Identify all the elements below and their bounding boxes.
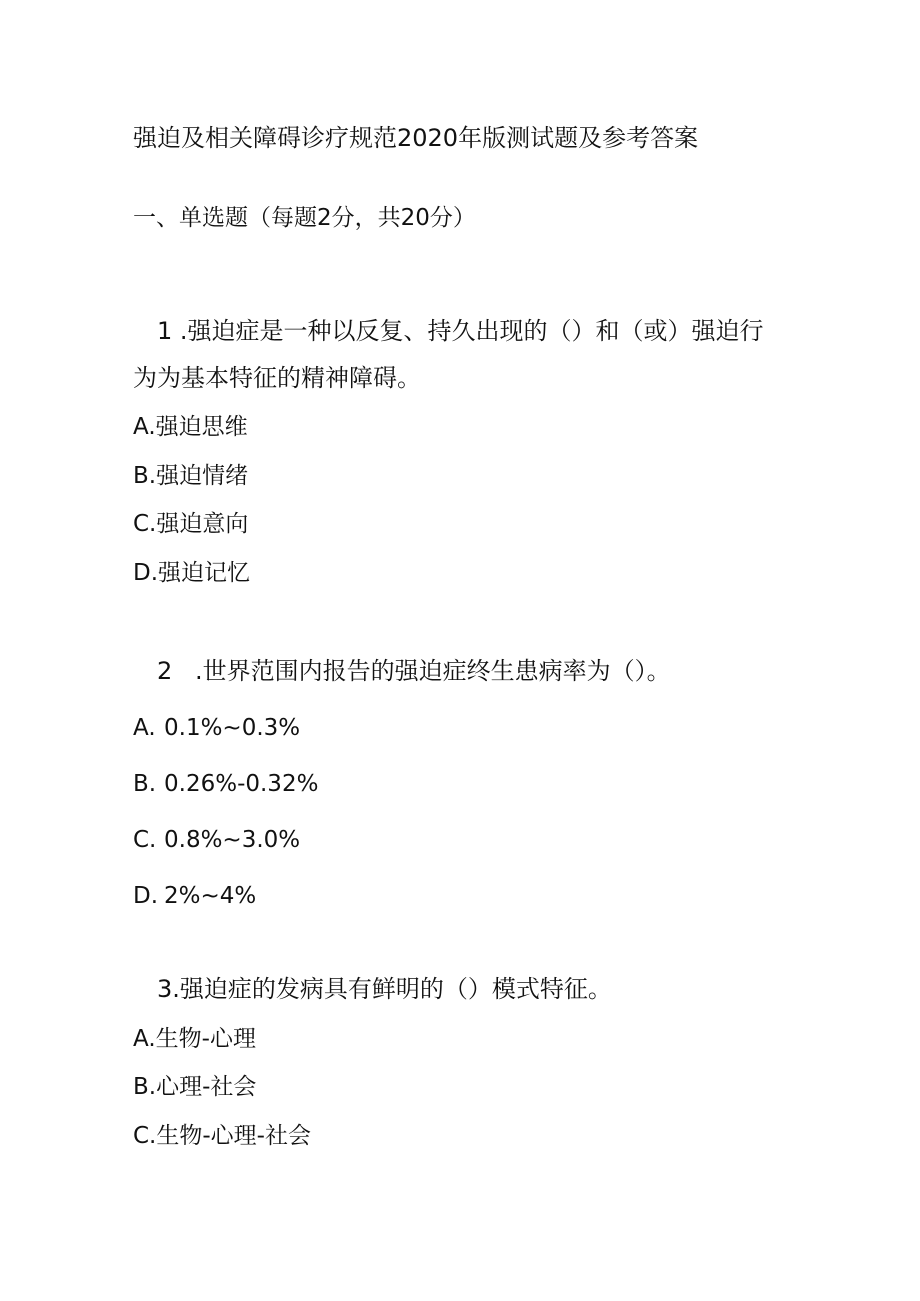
question-3-option-c: C.生物-心理-社会 bbox=[133, 1123, 311, 1149]
option-text: 0.26%-0.32% bbox=[164, 771, 319, 797]
question-1-stem-line-1: 1 .强迫症是一种以反复、持久出现的（）和（或）强迫行 bbox=[157, 317, 764, 345]
option-letter: D. bbox=[133, 883, 159, 909]
option-text: 0.1%~0.3% bbox=[164, 715, 301, 741]
option-text: 2%~4% bbox=[164, 883, 257, 909]
option-text: 0.8%~3.0% bbox=[164, 827, 301, 853]
option-letter: A. bbox=[133, 715, 156, 741]
question-1-option-c: C.强迫意向 bbox=[133, 511, 249, 537]
option-letter: C. bbox=[133, 827, 157, 853]
option-letter: B. bbox=[133, 771, 157, 797]
question-2-number: 2 bbox=[157, 657, 173, 685]
question-2-option-d bbox=[133, 881, 256, 911]
question-2-stem bbox=[157, 656, 671, 686]
section-heading: 一、单选题（每题2分，共20分） bbox=[133, 205, 476, 231]
question-3-stem: 3.强迫症的发病具有鲜明的（）模式特征。 bbox=[157, 975, 612, 1003]
question-2-option-c bbox=[133, 825, 300, 855]
question-1-option-b: B.强迫情绪 bbox=[133, 463, 249, 489]
document-title: 强迫及相关障碍诊疗规范2020年版测试题及参考答案 bbox=[133, 124, 699, 152]
question-1-option-a: A.强迫思维 bbox=[133, 414, 248, 440]
question-3-option-a: A.生物-心理 bbox=[133, 1026, 256, 1052]
question-1-stem-line-2: 为为基本特征的精神障碍。 bbox=[133, 364, 421, 392]
question-2-option-a bbox=[133, 713, 300, 743]
question-2-text: .世界范围内报告的强迫症终生患病率为（）。 bbox=[195, 657, 671, 685]
question-2-option-b bbox=[133, 769, 318, 799]
question-1-option-d: D.强迫记忆 bbox=[133, 560, 251, 586]
question-3-option-b: B.心理-社会 bbox=[133, 1074, 257, 1100]
